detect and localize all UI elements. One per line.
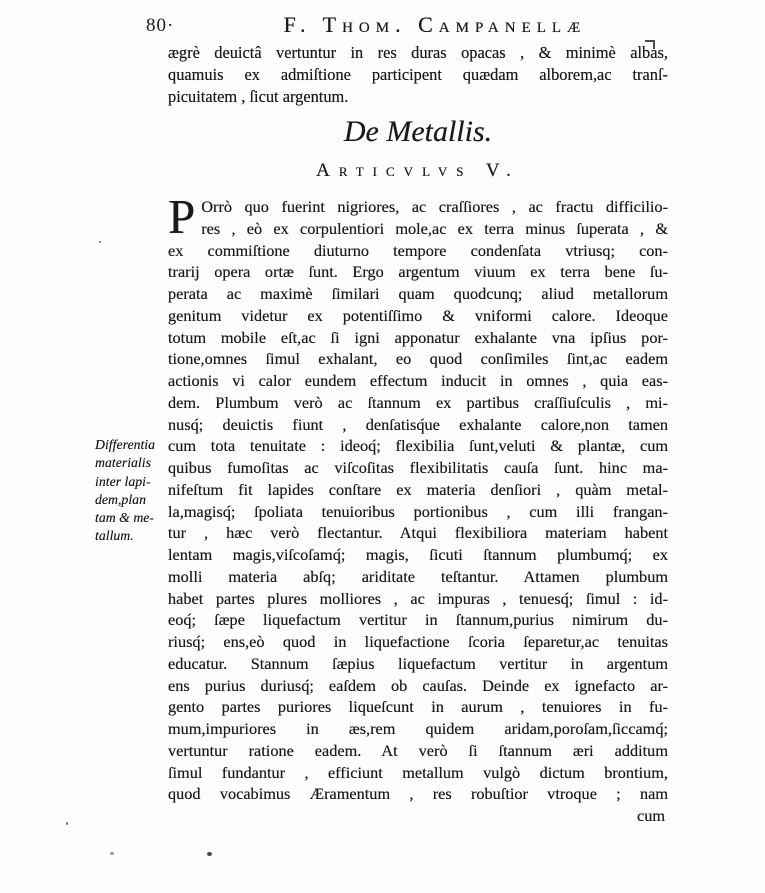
text-line: ſimul fundantur , efficiunt metallum vulgò dictum brontium, bbox=[168, 762, 668, 782]
article-heading: Articvlvs V. bbox=[316, 160, 520, 181]
running-header bbox=[146, 12, 668, 38]
margin-note-line: tam & me- bbox=[95, 510, 155, 526]
running-title: F. Thom. Campanellæ bbox=[283, 12, 587, 37]
text-line: riusq́; ens,eò quod in liquefactione ſcoria ſeparetur,ac tenuitas bbox=[168, 632, 668, 651]
catchword: cum bbox=[636, 806, 665, 825]
text-line: tione,omnes ſimul exhalant, eo quod conſimiles ſint,ac eadem bbox=[168, 349, 668, 369]
text-line: cum tota tenuitate : ideoq́; flexibilia ſunt,veluti & plantæ, cum bbox=[168, 436, 668, 456]
text-line: lentam magis,viſcoſamq́; magis, ſicuti ſtannum plumbumq́; ex bbox=[168, 545, 668, 564]
text-line: ex commiſtione diuturno tempore condenſata vtriusq; con- bbox=[168, 240, 668, 260]
text-line: vertuntur ratione eadem. At verò ſi ſtannum æri additum bbox=[168, 740, 668, 760]
text-line: res , eò ex corpulentiori mole,ac ex terra minus ſuperata , & bbox=[201, 218, 668, 238]
text-line: mum,impuriores in æs,rem quidem aridam,poroſam,ſiccamq́; bbox=[168, 719, 668, 738]
text-line: nifeſtum fit lapides conſtare ex materia denſiori , quàm metal- bbox=[168, 479, 668, 499]
drop-cap: P bbox=[168, 189, 196, 244]
text-line: picuitatem , ſicut argentum. bbox=[168, 86, 349, 106]
margin-note-line: Differentia bbox=[95, 437, 156, 452]
speck bbox=[66, 822, 68, 825]
text-line: tur , hæc verò flectantur. Atqui flexibiliora materiam habent bbox=[168, 523, 668, 543]
page-number: 80· bbox=[146, 15, 175, 36]
text-line: trarij opera ortæ ſunt. Ergo argentum viuum ex terra bene ſu- bbox=[168, 262, 668, 282]
text-line: gento partes puriores liqueſcunt in aurum , tenuiores in fu- bbox=[168, 697, 668, 717]
body-paragraph bbox=[168, 189, 668, 827]
text-line: quibus fumoſitas ac viſcoſitas flexibilitatis cauſa ſunt. hinc ma- bbox=[168, 458, 668, 477]
text-line: eoq́; ſæpe liquefactum vertitur in ſtannum,purius nimirum du- bbox=[168, 610, 668, 630]
text-line: la,magisq́; ſpoliata tenuioribus portionibus , cum illi frangan- bbox=[168, 501, 668, 521]
text-line: ens purius duriusq́; eaſdem ob cauſas. Deinde ex ignefacto ar- bbox=[168, 675, 668, 695]
text-line: nusq́; deuictis fiunt , denſatisq́ue exhalante calore,non tamen bbox=[168, 414, 668, 434]
text-line: totum mobile eſt,ac ſi igni apponatur exhalante vna ipſius por- bbox=[168, 327, 668, 347]
text-line: genitum videtur ex potentiſſimo & vniformi calore. Ideoque bbox=[168, 305, 668, 325]
speck bbox=[110, 852, 114, 855]
text-line: perata ac maximè ſimilari quam quodcunq; aliud metallorum bbox=[168, 284, 668, 303]
speck bbox=[99, 241, 101, 243]
margin-note-line: inter lapi- bbox=[95, 473, 151, 489]
intro-paragraph bbox=[168, 42, 668, 108]
margin-note-line: tallum. bbox=[95, 528, 134, 544]
text-line: actionis vi calor eundem effectum inducit in omnes , quia eas- bbox=[168, 371, 668, 390]
text-line: Orrò quo fuerint nigriores, ac craſſiores , ac fractu difficilio- bbox=[201, 197, 668, 216]
text-line: quod vocabimus Æramentum , res robuſtior vtroque ; nam bbox=[168, 784, 668, 804]
text-line: habet partes plures molliores , ac impuras , tenuesq́; ſimul : id- bbox=[168, 588, 668, 608]
text-line: dem. Plumbum verò ac ſtannum ex partibus craſſiuſculis , mi- bbox=[168, 392, 668, 412]
text-line: molli materia abſq; ariditate teſtantur. Attamen plumbum bbox=[168, 566, 668, 586]
chapter-title: De Metallis. bbox=[343, 115, 493, 148]
text-line: educatur. Stannum ſæpius liquefactum vertitur in argentum bbox=[168, 653, 668, 673]
margin-note-line: dem,plan bbox=[95, 491, 146, 507]
speck bbox=[207, 852, 212, 856]
text-line: quamuis ex admiſtione participent quædam alborem,ac tranſ- bbox=[168, 64, 668, 84]
margin-note bbox=[95, 436, 167, 546]
margin-note-line: materialis bbox=[95, 455, 151, 471]
text-line: ægrè deuictâ vertuntur in res duras opacas , & minimè albas, bbox=[168, 43, 668, 62]
